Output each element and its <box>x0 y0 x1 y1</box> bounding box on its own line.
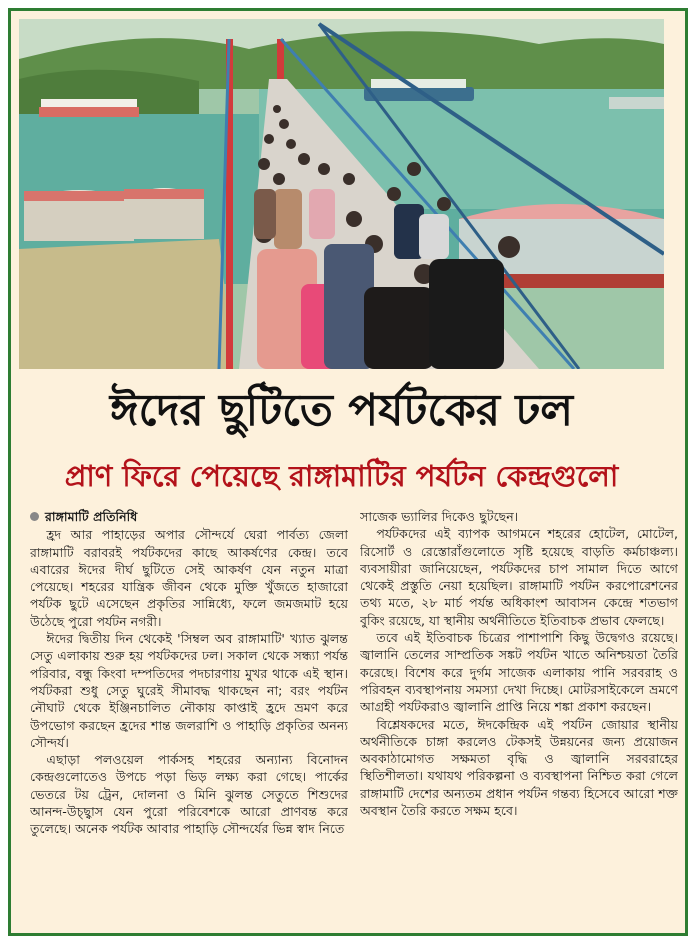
headline: ঈদের ছুটিতে পর্যটকের ঢল <box>109 385 574 436</box>
paragraph: এছাড়া পলওয়েল পার্কসহ শহরের অন্যান্য বিনোদন কেন্দ্রগুলোতেও উপচে পড়া ভিড় লক্ষ্য করা গেছে। পার্কের ভেতরে টয় ট্রেন, দোলনা ও মিনি ঝুলন্ত সেতুতে শিশুদের আনন্দ-উচ্ছ্বাস যেন পুরো পরিবেশকে আরো প্রাণবন্ত করে তুলেছে। অনেক পর্যটক আবার পাহাড়ি সৌন্দর্যের ভিন্ন স্বাদ নিতে <box>30 752 348 837</box>
paragraph: ঈদের দ্বিতীয় দিন থেকেই 'সিম্বল অব রাঙ্গামাটি' খ্যাত ঝুলন্ত সেতু এলাকায় শুরু হয় পর্যটকদের ঢল। সকাল থেকে সন্ধ্যা পর্যন্ত পরিবার, বন্ধু কিংবা দম্পতিদের পদচারণায় মুখর থাকে এই স্থান। পর্যটকরা শুধু সেতু ঘুরেই সীমাবদ্ধ থাকছেন না; বরং পর্যটন নৌঘাট থেকে ইঞ্জিনচালিত নৌকায় কাপ্তাই হ্রদে ভ্রমণ করে উপভোগ করছেন হ্রদের শান্ত জলরাশি ও পাহাড়ি প্রকৃতির অনন্য সৌন্দর্য। <box>30 631 348 750</box>
paragraph: সাজেক ভ্যালির দিকেও ছুটছেন। <box>360 509 519 524</box>
byline <box>30 508 348 525</box>
byline-text: রাঙ্গামাটি প্রতিনিধি <box>45 509 138 524</box>
paragraph: হ্রদ আর পাহাড়ের অপার সৌন্দর্যে ঘেরা পার্বত্য জেলা রাঙ্গামাটি বরাবরই পর্যটকদের কাছে আকর্ষণের কেন্দ্র। তবে এবারের ঈদের দীর্ঘ ছুটিতে সেই আকর্ষণ যেন নতুন মাত্রা পেয়েছে। শহরের যান্ত্রিক জীবন থেকে মুক্তি খুঁজতে হাজারো পর্যটক ছুটে এসেছেন প্রকৃতির সান্নিধ্যে, ফলে জমজমাট হয়ে উঠেছে পুরো পর্যটন নগরী। <box>30 527 348 629</box>
bullet-icon <box>30 512 39 521</box>
body-column-right <box>360 508 678 926</box>
body-column-left <box>30 508 348 926</box>
paragraph: তবে এই ইতিবাচক চিত্রের পাশাপাশি কিছু উদ্বেগও রয়েছে। জ্বালানি তেলের সাম্প্রতিক সঙ্কট পর্যটন খাতে অনিশ্চয়তা তৈরি করেছে। বিশেষ করে দুর্গম সাজেক এলাকায় পানি সরবরাহ ও পরিবহন ব্যবস্থাপনায় সমস্যা দেখা দিচ্ছে। মোটরসাইকেলে ভ্রমণে আগ্রহী পর্যটকরাও জ্বালানি প্রাপ্তি নিয়ে শঙ্কা প্রকাশ করছেন। <box>360 630 678 715</box>
paragraph: পর্যটকদের এই ব্যাপক আগমনে শহরের হোটেল, মোটেল, রিসোর্ট ও রেস্তোরাঁগুলোতে সৃষ্টি হয়েছে বাড়তি কর্মচাঞ্চল্য। ব্যবসায়ীরা জানিয়েছেন, পর্যটকদের চাপ সামাল দিতে আগে থেকেই প্রস্তুতি নেয়া হয়েছিল। রাঙ্গামাটি পর্যটন করপোরেশনের তথ্য মতে, ২৮ মার্চ পর্যন্ত অধিকাংশ আবাসন কেন্দ্রে শতভাগ বুকিং রয়েছে, যা স্থানীয় অর্থনীতিতে ইতিবাচক প্রভাব ফেলছে। <box>360 526 678 628</box>
article-photo <box>19 19 664 369</box>
paragraph: বিশ্লেষকদের মতে, ঈদকেন্দ্রিক এই পর্যটন জোয়ার স্থানীয় অর্থনীতিকে চাঙ্গা করলেও টেকসই উন্নয়নের জন্য প্রয়োজন অবকাঠামোগত সক্ষমতা বৃদ্ধি ও জ্বালানি সরবরাহের স্থিতিশীলতা। যথাযথ পরিকল্পনা ও ব্যবস্থাপনা নিশ্চিত করা গেলে রাঙ্গামাটি দেশের অন্যতম প্রধান পর্যটন গন্তব্য হিসেবে আরো শক্ত অবস্থান তৈরি করতে সক্ষম হবে। <box>360 716 678 819</box>
subheadline: প্রাণ ফিরে পেয়েছে রাঙ্গামাটির পর্যটন কেন্দ্রগুলো <box>64 459 619 493</box>
photo-illustration <box>19 19 664 369</box>
